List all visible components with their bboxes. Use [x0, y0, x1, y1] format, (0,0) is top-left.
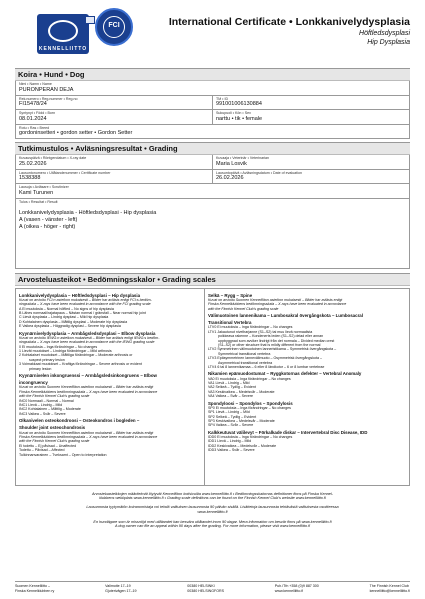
dog-name-row	[15, 81, 410, 96]
address-line: 00380 HELSINKI	[187, 584, 215, 589]
cert-row	[15, 170, 410, 185]
scale-grade-line: Todettu – Påvisad – Affected	[19, 448, 65, 453]
scale-grade-line: IDD0 Ei muutoksia – Inga förändringar – No changes	[208, 435, 293, 440]
scale-grade-line: VA3 Keskivaikea – Medelsvår – Moderate	[208, 389, 275, 394]
sex-label: Sukupuoli • Kön • Sex	[216, 111, 251, 115]
cert-number-value: 1538388	[19, 175, 41, 181]
scale-description: Finska Kennelklubbens bedömningsskala – X-rays have been evaluated in accordance	[19, 389, 158, 394]
scale-heading: incongruency	[19, 380, 48, 386]
address-column	[105, 584, 136, 593]
scale-heading: Kyynärnivelen inkongruenssi – Armbågsledsinkongruens – Elbow	[19, 373, 157, 378]
scale-grade-line: SP2 Selkeä – Tydlig – Evident	[208, 414, 257, 419]
reader-cell	[15, 184, 410, 199]
dob-value: 08.01.2024	[19, 115, 47, 122]
scale-grade-line: INC2 Kohtalainen – Måttlig – Moderate	[19, 407, 81, 412]
scale-heading: Transitional Vertebra	[208, 320, 252, 326]
dob-label: Syntynyt • Född • Born	[19, 111, 56, 115]
scale-grade-line: SP4 Vaikea – Svår – Severe	[208, 423, 254, 428]
result-label: Tulos • Resultat • Result	[19, 199, 58, 204]
address-column	[15, 584, 54, 593]
result-right: A (oikea - höger - right)	[19, 224, 76, 230]
footer-definitions-line-2: klubbens webbplats www.kennelliitto.fi • Grading scale definitions can be found on the Finnish Kennel Club's website www.kennelliitto.fi	[99, 496, 326, 501]
scale-heading: Spondyloosi – Spondylos – Spondylosis	[208, 400, 293, 406]
reader-value: Kami Turunen	[19, 189, 54, 196]
scale-description: Finska Kennelklubbens bedömningsskala – X-rays have been evaluated in accordance	[19, 435, 158, 440]
xray-row	[15, 155, 410, 170]
logo-ring-icon	[48, 20, 78, 42]
scale-grade-line: VA4 Vaikea – Svår – Severe	[208, 394, 254, 399]
scale-heading: Lonkkanivelydysplasia – Höftledsdysplasi – Hip dysplasia	[19, 292, 141, 298]
eval-date-value: 26.02.2026	[216, 175, 244, 181]
result-left: A (vasen - vänster - left)	[19, 217, 78, 223]
scale-grade-line: 1 Lievät muutokset – Lindriga förändringar – Mild arthrosis	[19, 348, 112, 353]
scale-grade-line: uppbyggnad som avviker lindrigt från det normala – Divided median crest	[218, 338, 335, 343]
scale-description: Kuvat on arvioitu FCI:n asteikon mukaisesti – Bilder har avlästs enligt FCI:s bedöm-	[19, 297, 152, 302]
scale-grade-line: INC0 Normaali – Normal – Normal	[19, 398, 74, 403]
address-line: Finska Kennelklubben ry	[15, 588, 55, 593]
grading-scales	[15, 288, 410, 486]
scale-grade-line: INC1 Lievä – Lindrig – Mild	[19, 403, 63, 408]
scale-description: with the Finnish Kennel Club's grading scale	[208, 306, 279, 311]
header	[15, 6, 410, 68]
footer-definitions-note	[15, 492, 410, 502]
eval-date-cell	[213, 170, 410, 185]
scale-description: Kuvat on arvioitu Suomen Kennelliiton asteikon mukaisesti – Bilder har avlästs enligt	[19, 430, 154, 435]
dog-name-cell	[15, 81, 410, 96]
address-line: kennelliitto@kennelliitto.fi	[369, 588, 410, 593]
certificate-title: International Certificate • Lonkkanivelydysplasia	[168, 16, 410, 28]
reader-row	[15, 184, 410, 199]
logo-flag-icon	[85, 16, 95, 24]
scale-grade-line: SP3 Keskivaikea – Medelsvår – Moderate	[208, 419, 275, 424]
vet-cell	[213, 155, 410, 170]
scale-grade-line: IDD2 Keskivaikea – Medelsvår – Moderate	[208, 443, 277, 448]
dog-name-label: Nimi • Namn • Name	[19, 82, 52, 86]
scale-grade-line: Ei todettu – Ej påvisad – Unaffected	[19, 443, 77, 448]
dog-section-heading: Koira • Hund • Dog	[15, 68, 410, 81]
scale-grade-line: poikkeava rakenne – Kondenerts leden (S1–S2) delad eller annan	[218, 334, 324, 339]
address-line: Puh./Tfn +358 (0)9 887 300	[274, 584, 319, 589]
address-line: Gjuterivägen 17–19	[105, 588, 137, 593]
address-line: 00380 HELSINGFORS	[187, 588, 224, 593]
cert-number-cell	[15, 170, 213, 185]
footer-appeal-en-line: A dog owner can file an appeal within 90 days after the grading. For more information, please visit www.kennelliitto.fi	[114, 524, 311, 529]
scale-grade-line: Tulkinnanvarainen – Tveksamt – Open to interpretation	[19, 452, 107, 457]
address-line: www.kennelliitto.fi	[274, 588, 304, 593]
scale-grade-line: Asymmetrical transitional vertebra	[218, 360, 273, 365]
address-footer	[15, 581, 410, 593]
scale-grade-line: 0 Ei muutoksia – Inga förändringar – No changes	[19, 344, 98, 349]
scale-description: ningsskala – X-rays have been evaluated in accordance with the FCI grading scale	[19, 302, 151, 307]
result-cell	[15, 199, 410, 269]
sex-value: narttu • tik • female	[216, 115, 263, 122]
scale-grade-line: D Kohtalainen dysplasia – Måttlig dysplasi – Moderate hip dysplasia	[19, 319, 128, 324]
scale-grade-line: VA0 Ei muutoksia – Inga förändringar – No changes	[208, 376, 291, 381]
scale-heading: Shoulder joint osteochondrosis	[19, 425, 86, 431]
breed-value: gordoninsetteri • gordon setter • Gordon Setter	[19, 130, 133, 136]
certificate-subtitle-english: Hip Dysplasia	[367, 39, 410, 46]
address-column	[275, 584, 319, 593]
footer-appeal-fi-line-1: Lausunnosta tyytymätön koiranomistaja voi tehdä valituksen lausunnosta 90 päivän sisällä. Lisätietoja lausunnosta tehtävästä valituksesta osoitteessa	[86, 505, 339, 510]
scale-description: with the Finnish Kennel Club's grading scale	[19, 394, 90, 399]
address-line: The Finnish Kennel Club	[369, 584, 409, 589]
xray-date-cell	[15, 155, 213, 170]
xray-date-label: Kuvauspäivä • Röntgendatum • X-ray date	[19, 156, 87, 160]
scale-grade-line: C Lievä dysplasia – Lindrig dysplasi – Mild hip dysplasia	[19, 315, 109, 320]
address-line: Suomen Kennelliitto –	[15, 584, 50, 589]
scale-grade-line: suspect primary lesion	[29, 357, 65, 362]
scale-heading: Olkanivelen osteokondroosi – Osteokondros i bogleden –	[19, 418, 140, 424]
reg-cell	[15, 96, 213, 111]
scale-grade-line: Symmetrical transitional vertebra	[218, 351, 271, 356]
scale-heading: Kyynärnivelydysplasia – Armbågsledsdysplasi – Elbow dysplasia	[19, 330, 156, 336]
scale-description: Finska Kennelklubbens bedömningsskala – X-rays have been evaluated in accordance	[208, 302, 347, 307]
reg-value: FI15478/24	[19, 101, 47, 107]
xray-date-value: 25.02.2026	[19, 160, 47, 167]
address-column	[370, 584, 410, 593]
scale-grade-line: LTV4 6 tai 8 lannenikamaa – 6 eller 8 ländkotor – 6 or 8 lumbar vertebrae	[208, 364, 325, 369]
dog-dob-row	[15, 110, 410, 125]
scale-grade-line: primary lesion	[29, 366, 52, 371]
certificate-subtitle-swedish: Höftledsdysplasi	[359, 30, 410, 37]
scales-section-heading: Arvosteluasteikot • Bedömningsskalor • Grading scales	[15, 273, 410, 286]
scale-grade-line: IDD1 Lievä – Lindrig – Mild	[208, 439, 252, 444]
logo-text: KENNELLIITTO	[38, 46, 88, 52]
address-line: Valimotie 17–19	[105, 584, 131, 589]
scale-description: ningsskala – X-rays have been evaluated in accordance with the IEWG grading scale	[19, 340, 155, 345]
scale-grade-line: VA2 Selkeä – Tydlig – Evident	[208, 385, 256, 390]
footer-appeal-note-fi	[15, 505, 410, 515]
scale-grade-line: IDD3 Vaikea – Svår – Severe	[208, 448, 255, 453]
footer-appeal-sv-line: En hundägare som är missnöjd med utlåtandet kan besvära utlåtandet inom 90 dagar. Mera information om besvär finns på www.kennelliitto.fi	[93, 519, 332, 524]
scale-grade-line: E Vaikea dysplasia – Höggradig dysplasi – Severe hip dysplasia	[19, 324, 121, 329]
scale-grade-line: B Lähes normaali/rajatapaus – Nästan normal / gränsfall – Near normal hip joint	[19, 310, 146, 315]
scale-heading: Nikamien epämuodostumat – Ryggkotornas defekter – Vertebral Anomaly	[208, 371, 362, 377]
scale-grade-line: 2 Kohtalaiset muutokset – Måttliga förändringar – Moderate arthrosis or	[19, 353, 133, 358]
vet-label: Kuvaaja • Veterinär • Veterinarian	[216, 156, 270, 160]
scale-grade-line: SP0 Ei muutoksia – Inga förändringar – No changes	[208, 405, 291, 410]
scale-grade-line: LTV2 Symmetrinen välimuotoinen lanneristikama – Symmetrisk övergångskota –	[208, 347, 337, 352]
scale-grade-line: A Ei muutoksia – Normal höftled – No signs of hip dysplasia	[19, 306, 114, 311]
dob-cell	[15, 110, 213, 125]
reader-label: Lausuja • Avläsare • Scrutinizer	[19, 185, 69, 189]
dog-breed-row	[15, 125, 410, 140]
scale-grade-line: (S1–S2) or other structure that is mildly different from the normal	[218, 342, 321, 347]
scale-grade-line: 3 Voimakkaat muutokset – Kraftiga förändringar – Severe arthrosis or evident	[19, 362, 142, 367]
result-title: Lonkkanivelydysplasia - Höftledsdysplasi - Hip dysplasia	[19, 210, 157, 216]
id-cell	[213, 96, 410, 111]
sex-cell	[213, 110, 410, 125]
scale-grade-line: INC3 Vaikea – Svår – Severe	[19, 411, 66, 416]
dog-reg-row	[15, 96, 410, 111]
scale-heading: Välimuotoinen lannenikama – Lumbosakral övergångskota – Lumbosacral	[208, 312, 363, 318]
scale-grade-line: VA1 Lievä – Lindrig – Mild	[208, 381, 250, 385]
scale-description: Kuvat on arvioitu IEWG:n asteikon mukaisesti – Bilder har avlästs enligt IEWG:s bedöm-	[19, 335, 160, 340]
reg-label: Rek.numero • Reg.nummer • Reg.no	[19, 96, 78, 101]
dog-name-value: PURONPERÄN DEJA	[19, 86, 74, 93]
title-block	[169, 16, 410, 46]
footer-appeal-fi-line-2: www.kennelliitto.fi	[197, 509, 228, 514]
scale-description: with the Finnish Kennel Club's grading scale	[19, 439, 90, 444]
breed-label: Rotu • Ras • Breed	[19, 125, 50, 130]
scale-grade-line: LTV0 Ei muutoksia – Inga förändringar – No changes	[208, 325, 293, 330]
scale-grade-line: LTV1 Jakautunut nivelharjanne (S1–S2) tai muu lievä normaalista	[208, 329, 313, 334]
scale-grade-line: SP1 Lievä – Lindrig – Mild	[208, 410, 250, 415]
fci-text: FCI	[108, 22, 120, 29]
breed-cell	[15, 125, 410, 140]
scale-grade-line: LTV3 Epäsymmetrinen lannevälimuoto – Osymmetrisk övergångskota –	[208, 356, 322, 361]
scale-heading: Selkä – Rygg – Spine	[208, 292, 253, 298]
grading-section-heading: Tutkimustulos • Avläsningsresultat • Grading	[15, 142, 410, 155]
scale-description: Kuvat on arvioitu Suomen Kennelliiton asteikon mukaisesti – Bilder har avlästs enligt	[208, 297, 343, 302]
id-label: TM • ID	[216, 96, 229, 101]
grading-scales-left-column	[15, 288, 205, 486]
footer-appeal-note-sv-en	[15, 520, 410, 530]
eval-date-label: Lausuntopäivä • Avläsningsdatum • Date of evaluation	[216, 170, 302, 175]
address-column	[187, 584, 224, 593]
id-value: 991001006130884	[216, 101, 262, 107]
cert-number-label: Lausuntonumero • Utlåtandenummer • Certificate number	[19, 170, 111, 175]
vet-value: Maria Losvik	[216, 160, 247, 167]
footer-definitions-line-1: Arvosteluasteikkojen määritelmät löytyvät Kennelliiton kotisivuilta www.kennelliitto.fi • Bedömningsskalornas definitioner finns på Finska Kennel-	[91, 491, 334, 496]
scale-heading: Kalkkeutuvat välilevyt – Förkalkade diskar – Intervertebral Disc Disease, IDD	[208, 429, 368, 435]
grading-scales-right-column	[205, 288, 410, 486]
scale-description: Kuvat on arvioitu Suomen Kennelliiton asteikon mukaisesti – Bilder har avlästs enligt	[19, 385, 154, 390]
kennel-club-logo	[37, 14, 89, 54]
fci-logo	[95, 8, 133, 46]
